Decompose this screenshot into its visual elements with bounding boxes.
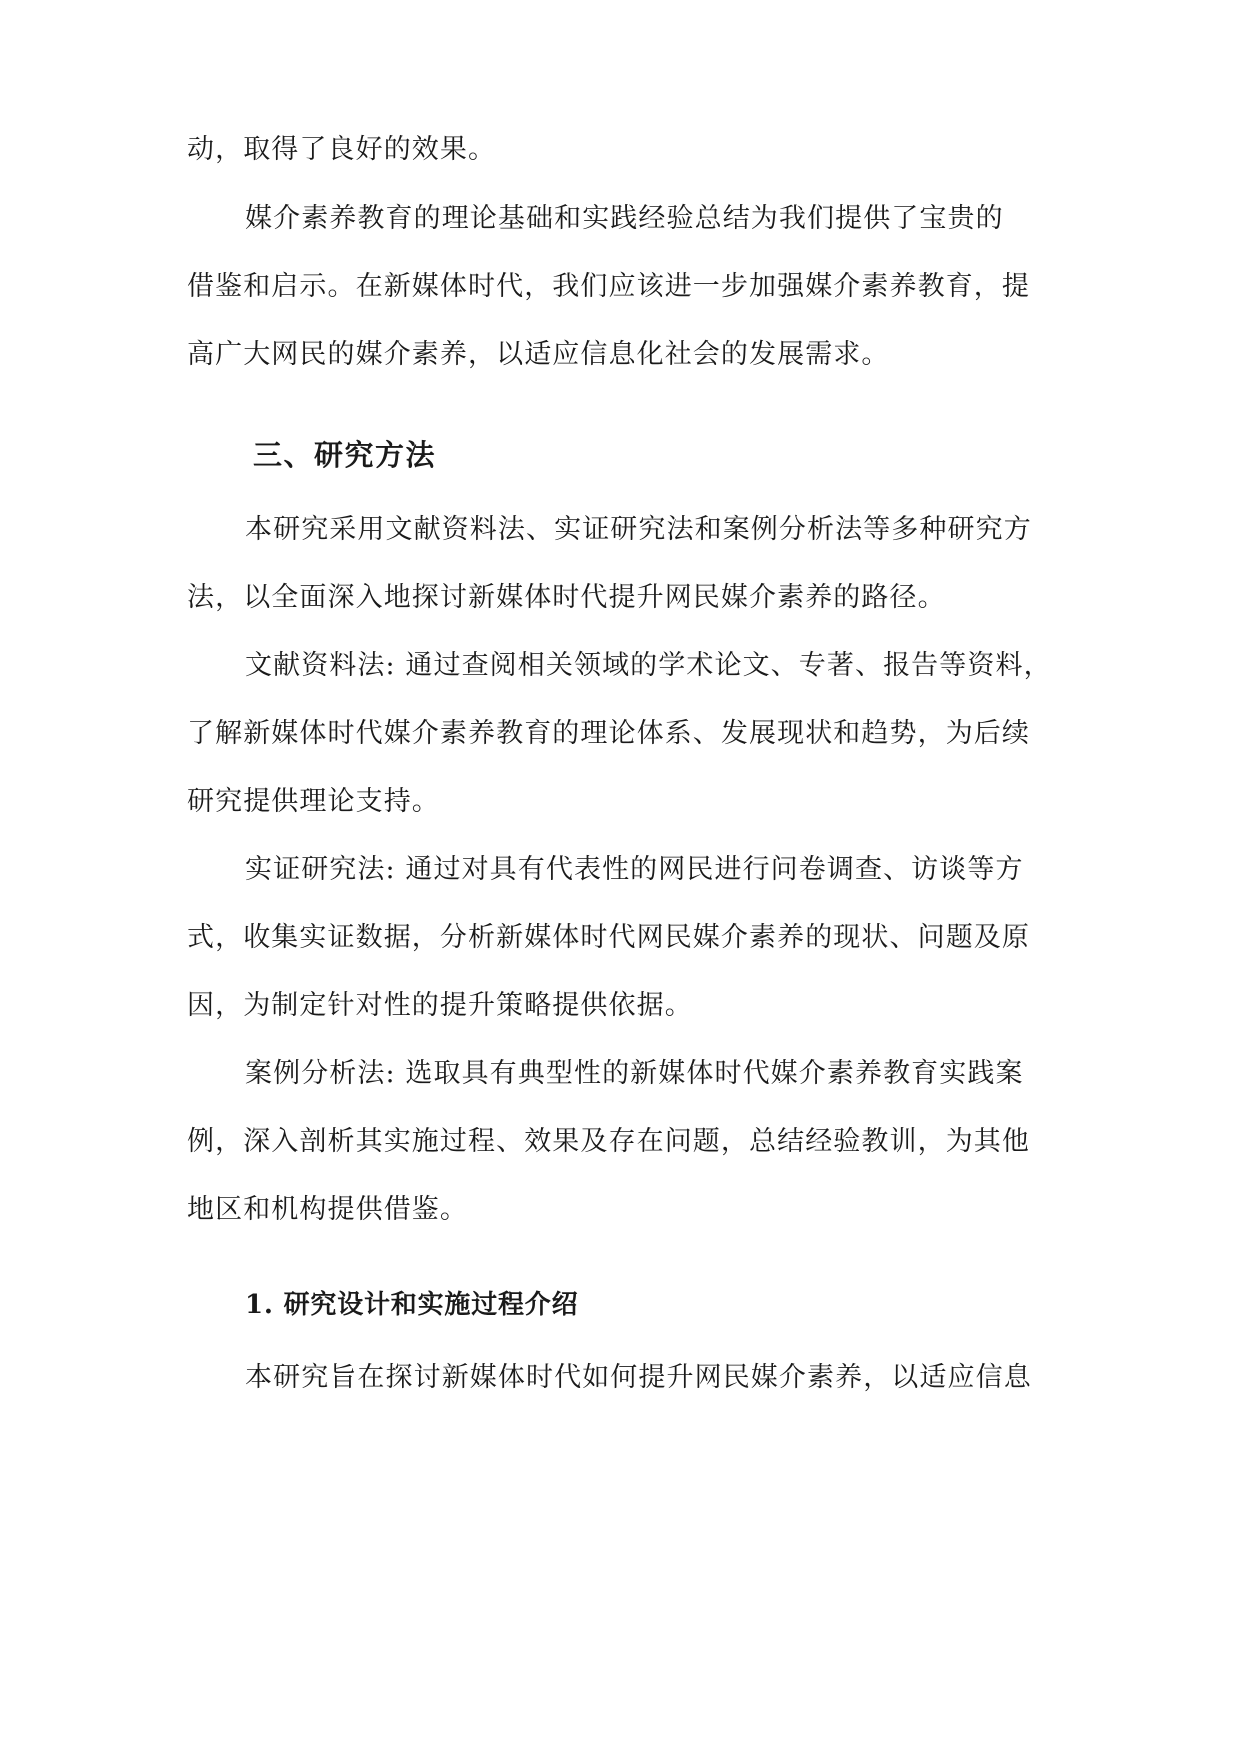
paragraph-line: 媒介素养教育的理论基础和实践经验总结为我们提供了宝贵的 — [245, 203, 1004, 234]
paragraph-line: 动，取得了良好的效果。 — [187, 134, 497, 165]
paragraph-line: 案例分析法: 选取具有典型性的新媒体时代媒介素养教育实践案 — [245, 1058, 1024, 1089]
paragraph-line: 本研究采用文献资料法、实证研究法和案例分析法等多种研究方 — [245, 514, 1032, 545]
section-heading: 三、研究方法 — [253, 438, 437, 472]
paragraph-line: 研究提供理论支持。 — [187, 786, 440, 817]
paragraph-line: 文献资料法: 通过查阅相关领域的学术论文、专著、报告等资料， — [245, 650, 1052, 681]
paragraph-line: 法，以全面深入地探讨新媒体时代提升网民媒介素养的路径。 — [187, 582, 946, 613]
paragraph-line: 因，为制定针对性的提升策略提供依据。 — [187, 990, 693, 1021]
paragraph-line: 借鉴和启示。在新媒体时代，我们应该进一步加强媒介素养教育，提 — [187, 271, 1030, 302]
subsection-heading: 1. 研究设计和实施过程介绍 — [245, 1290, 579, 1320]
paragraph-line: 本研究旨在探讨新媒体时代如何提升网民媒介素养，以适应信息 — [245, 1362, 1032, 1393]
paragraph-line: 例，深入剖析其实施过程、效果及存在问题，总结经验教训，为其他 — [187, 1126, 1030, 1157]
paragraph-line: 了解新媒体时代媒介素养教育的理论体系、发展现状和趋势，为后续 — [187, 718, 1030, 749]
paragraph-line: 实证研究法: 通过对具有代表性的网民进行问卷调查、访谈等方 — [245, 854, 1024, 885]
paragraph-line: 地区和机构提供借鉴。 — [187, 1194, 468, 1225]
paragraph-line: 式，收集实证数据，分析新媒体时代网民媒介素养的现状、问题及原 — [187, 922, 1030, 953]
paragraph-line: 高广大网民的媒介素养，以适应信息化社会的发展需求。 — [187, 339, 890, 370]
